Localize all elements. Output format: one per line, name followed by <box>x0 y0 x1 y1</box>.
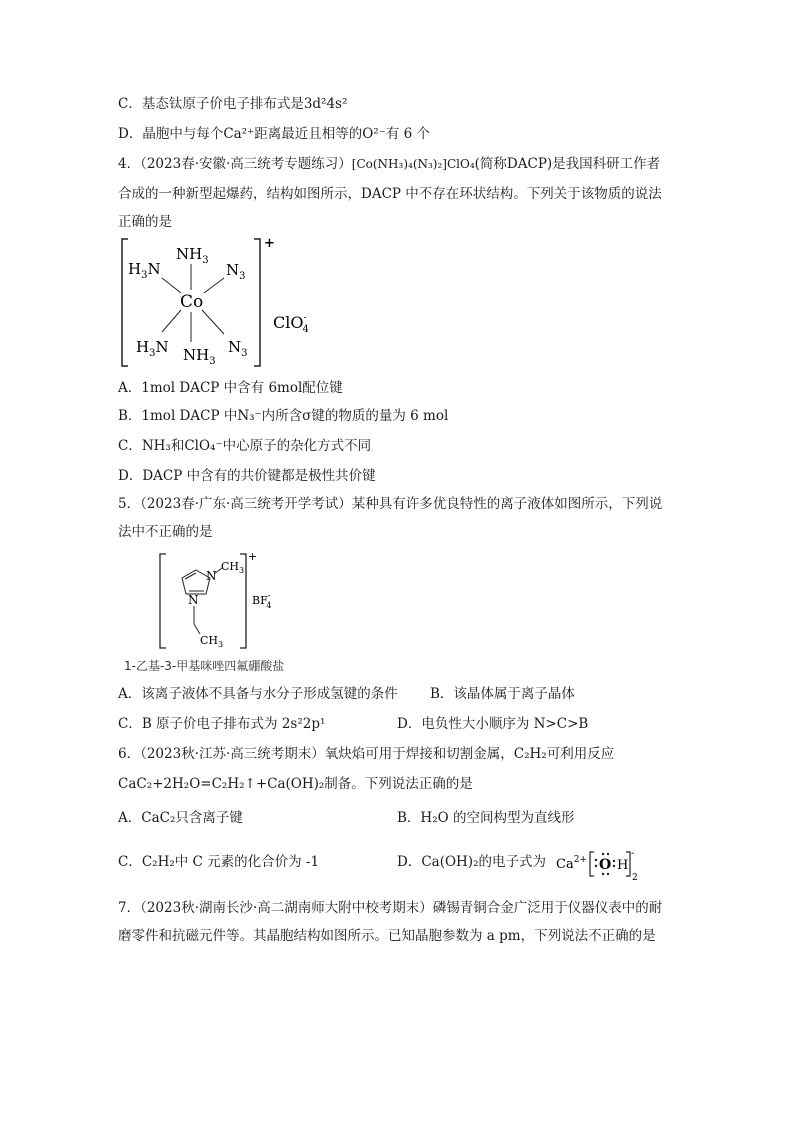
q4-option-d: D．DACP 中含有的共价键都是极性共价键 <box>118 468 376 484</box>
perchlorate-anion: ClO-4 <box>273 313 309 335</box>
q6-option-a: A．CaC₂只含离子键 <box>118 810 243 826</box>
h3n-lower-left: $H_3N$ <box>136 338 169 359</box>
q5-diagram-caption: 1-乙基-3-甲基咪唑四氟硼酸盐 <box>124 659 285 673</box>
q6-option-c: C．C₂H₂中 C 元素的化合价为 -1 <box>118 854 320 870</box>
q4-option-b: B．1mol DACP 中N₃⁻内所含σ键的物质的量为 6 mol <box>118 408 449 424</box>
n3-lower-right: $N_3$ <box>228 338 248 359</box>
n-atom-right: N <box>206 569 217 583</box>
q5-ionic-liquid-diagram <box>150 548 290 656</box>
q6-option-b: B．H₂O 的空间构型为直线形 <box>397 810 575 826</box>
cation-charge: + <box>248 550 258 563</box>
q5-option-b: B．该晶体属于离子晶体 <box>430 686 575 702</box>
calcium-cation: $Ca^{2+}$ <box>556 855 587 872</box>
q7-stem-line1: 7．（2023秋·湖南长沙·高二湖南师大附中校考期末）磷锡青铜合金广泛用于仪器仪表中的耐 <box>118 900 663 916</box>
q4-structure-diagram <box>118 234 318 374</box>
q5-stem-line2: 法中不正确的是 <box>118 524 213 540</box>
q4-option-a: A．1mol DACP 中含有 6mol配位键 <box>118 380 343 396</box>
left-bracket <box>160 554 166 648</box>
tetrafluoroborate-anion: BF-4 <box>252 591 272 610</box>
q4-source: 4．（2023春·安徽·高三统考专题练习） <box>118 156 352 172</box>
q5-option-d: D．电负性大小顺序为 N>C>B <box>397 716 589 732</box>
oxygen-atom: O <box>599 857 612 873</box>
left-square-bracket <box>590 852 594 876</box>
anion-count: 2 <box>632 873 638 882</box>
nh3-bottom: $NH_3$ <box>183 346 216 367</box>
q3-option-c: C．基态钛原子价电子排布式是3d²4s² <box>118 96 348 112</box>
q4-stem-line1 <box>118 154 660 174</box>
q4-option-c: C．NH₃和ClO₄⁻中心原子的杂化方式不同 <box>118 438 372 454</box>
h3n-upper-left: $H_3N$ <box>128 260 161 281</box>
ch3-top: $CH_3$ <box>221 560 245 575</box>
q5-option-a: A．该离子液体不具备与水分子形成氢键的条件 <box>118 686 398 702</box>
q6-electron-formula <box>552 846 652 882</box>
q5-stem-line1: 5．（2023春·广东·高三统考开学考试）某种具有许多优良特性的离子液体如图所示，下列说 <box>118 496 663 512</box>
n3-upper-right: $N_3$ <box>226 261 246 282</box>
q4-stem-line3: 正确的是 <box>118 214 172 230</box>
left-bracket <box>122 239 128 366</box>
q4-stem-suffix: (简称DACP)是我国科研工作者 <box>474 156 661 172</box>
hydrogen-atom: H <box>617 858 629 873</box>
q7-stem-line2: 磨零件和抗磁元件等。其晶胞结构如图所示。已知晶胞参数为 a pm，下列说法不正确的是 <box>118 928 656 944</box>
cation-charge: + <box>264 236 275 251</box>
nh3-top: $NH_3$ <box>176 245 209 266</box>
q4-stem-line2: 合成的一种新型起爆药，结构如图所示，DACP 中不存在环状结构。下列关于该物质的说法 <box>118 186 662 202</box>
q6-stem-line2: CaC₂+2H₂O=C₂H₂↑+Ca(OH)₂制备。下列说法正确的是 <box>118 776 473 792</box>
n-atom-bottom: N <box>188 593 199 607</box>
q3-option-d: D．晶胞中与每个Ca²⁺距离最近且相等的O²⁻有 6 个 <box>118 126 431 142</box>
co-atom: Co <box>180 292 204 312</box>
q6-stem-line1: 6．（2023秋·江苏·高三统考期末）氧炔焰可用于焊接和切割金属，C₂H₂可利用反应 <box>118 746 615 762</box>
right-bracket <box>254 239 260 366</box>
q5-option-c: C．B 原子价电子排布式为 2s²2p¹ <box>118 716 326 732</box>
q6-option-d: D．Ca(OH)₂的电子式为 <box>397 854 546 870</box>
ch3-bottom: $CH_3$ <box>200 634 224 649</box>
anion-charge: - <box>631 848 635 859</box>
q4-formula: [Co(NH₃)₄(N₃)₂]ClO₄ <box>351 157 475 171</box>
